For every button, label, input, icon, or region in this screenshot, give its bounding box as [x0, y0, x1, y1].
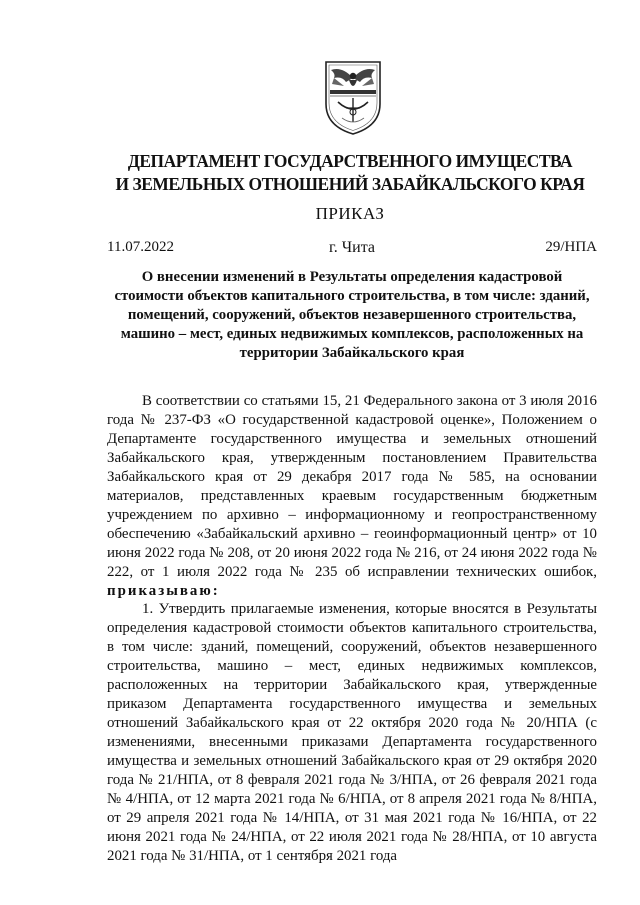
department-line-2: И ЗЕМЕЛЬНЫХ ОТНОШЕНИЙ ЗАБАЙКАЛЬСКОГО КРАЯ — [115, 174, 585, 194]
document-number: 29/НПА — [545, 239, 597, 255]
document-date: 11.07.2022 — [107, 239, 174, 255]
document-subject: О внесении изменений в Результаты определения кадастровой стоимости объектов капитального строительства, в том числе: зданий, помещений, сооружений, объектов незавершенного строительства, машино – мест, единых недвижимых комплексов, расположенных на территории Забайкальского края — [114, 269, 590, 361]
department-line-1: ДЕПАРТАМЕНТ ГОСУДАРСТВЕННОГО ИМУЩЕСТВА — [127, 151, 573, 171]
document-meta-row — [107, 239, 597, 261]
body-paragraph-1 — [107, 392, 597, 601]
document-city: г. Чита — [328, 239, 375, 256]
coat-of-arms-icon — [322, 56, 384, 136]
department-name — [60, 150, 640, 196]
body-paragraph-2: 1. Утвердить прилагаемые изменения, которые вносятся в Результаты определения кадастровой стоимости объектов капитального строительства, в том числе: зданий, помещений, сооружений, объектов незавершенного строительства, машино – мест, единых недвижимых комплексов, расположенных на территории Забайкальского края, утвержденные приказом Департамента государственного имущества и земельных отношений Забайкальского края от 22 октября 2020 года № 20/НПА (с изменениями, внесенными приказами Департамента государственного имущества и земельных отношений Забайкальского края от 29 октября 2020 года № 21/НПА, от 8 февраля 2021 года № 3/НПА, от 26 февраля 2021 года № 4/НПА, от 12 марта 2021 года № 6/НПА, от 8 апреля 2021 года № 8/НПА, от 29 апреля 2021 года № 14/НПА, от 31 мая 2021 года № 16/НПА, от 22 июня 2021 года № 24/НПА, от 22 июля 2021 года № 28/НПА, от 10 августа 2021 года № 31/НПА, от 1 сентября 2021 года — [107, 601, 597, 864]
order-word: приказываю: — [107, 583, 220, 599]
paragraph-1-text: В соответствии со статьями 15, 21 Федерального закона от 3 июля 2016 года № 237-ФЗ «О государственной кадастровой оценке», Положением о Департаменте государственного имущества и земельных отношений Забайкальского края, утвержденным постановлением Правительства Забайкальского края от 29 декабря 2017 года № 585, на основании материалов, представленных краевым государственным бюджетным учреждением по архивно – информационному и геопространственному обеспечению «Забайкальский архивно – геоинформационный центр» от 10 июня 2022 года № 208, от 20 июня 2022 года № 216, от 24 июня 2022 года № 222, от 1 июля 2022 года № 235 об исправлении технических ошибок, — [107, 393, 597, 580]
document-type: ПРИКАЗ — [315, 204, 385, 223]
